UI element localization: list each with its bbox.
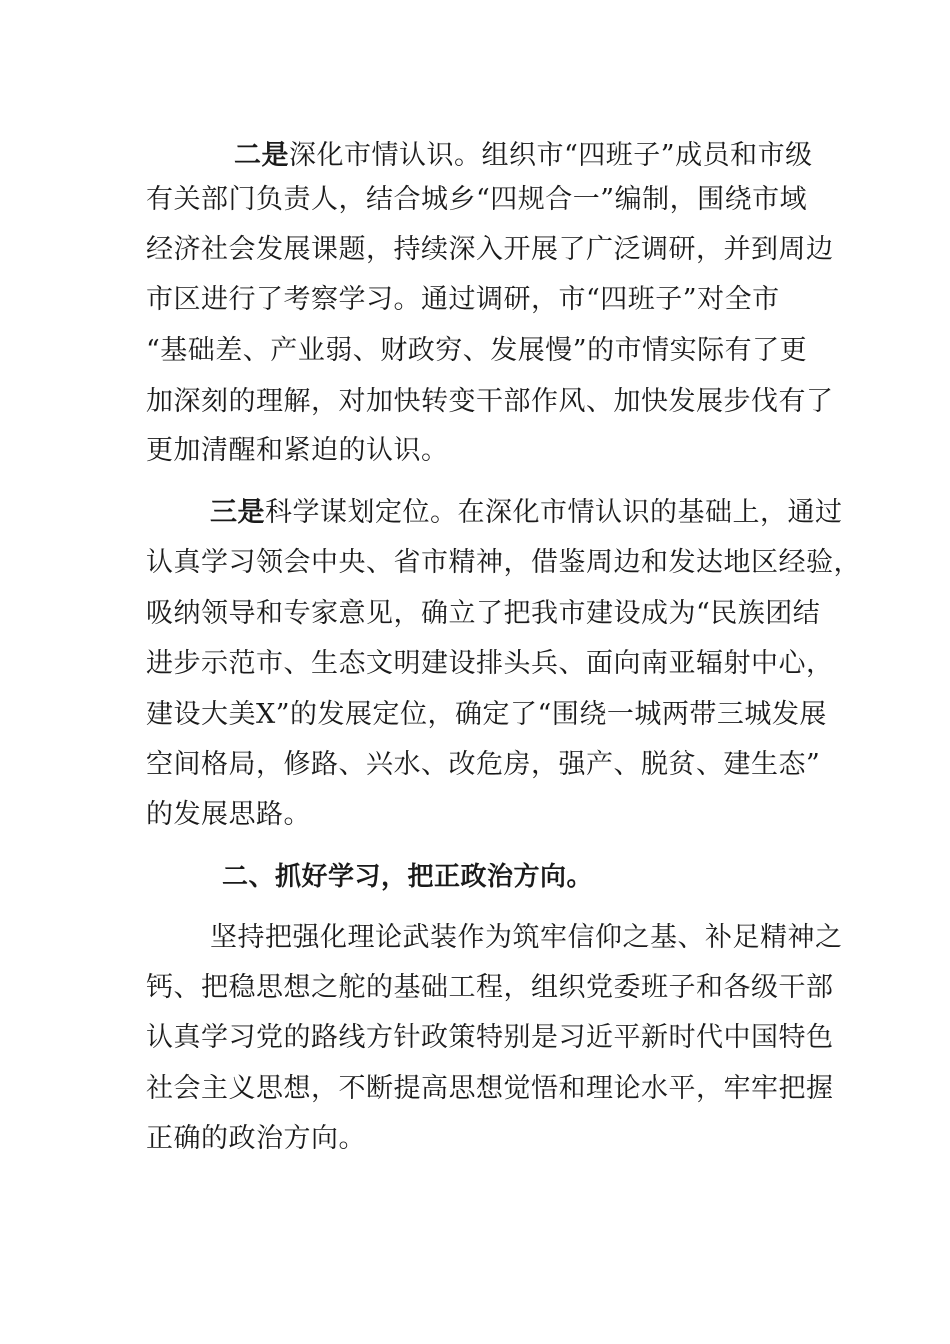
paragraph-2-line-5: 建设大美X”的发展定位，确定了“围绕一城两带三城发展: [146, 699, 827, 730]
paragraph-1-line-6: 加深刻的理解，对加快转变干部作风、加快发展步伐有了: [146, 386, 834, 417]
paragraph-1-line-2: 有关部门负责人，结合城乡“四规合一”编制，围绕市域: [146, 184, 808, 215]
paragraph-3-line-5: 正确的政治方向。: [146, 1123, 366, 1154]
paragraph-2-lead: 三是: [210, 497, 265, 528]
paragraph-1-line-7: 更加清醒和紧迫的认识。: [146, 435, 449, 466]
section-heading: 二、抓好学习，把正政治方向。: [222, 862, 594, 892]
paragraph-1-line-3: 经济社会发展课题，持续深入开展了广泛调研，并到周边: [146, 234, 834, 265]
paragraph-1-text: 深化市情认识。组织市“四班子”成员和市级: [289, 140, 813, 171]
paragraph-2-line-2: 认真学习领会中央、省市精神，借鉴周边和发达地区经验，: [146, 547, 861, 578]
paragraph-3-line-1: 坚持把强化理论武装作为筑牢信仰之基、补足精神之: [210, 922, 843, 953]
paragraph-3-line-4: 社会主义思想，不断提高思想觉悟和理论水平，牢牢把握: [146, 1073, 834, 1104]
paragraph-1-line-1: [234, 138, 813, 174]
paragraph-1-line-4: 市区进行了考察学习。通过调研，市“四班子”对全市: [146, 284, 780, 315]
paragraph-2-line-7: 的发展思路。: [146, 799, 311, 830]
paragraph-2-line-6: 空间格局，修路、兴水、改危房，强产、脱贫、建生态”: [146, 749, 821, 780]
paragraph-2-text: 科学谋划定位。在深化市情认识的基础上，通过: [265, 497, 843, 528]
paragraph-2-line-1: [210, 495, 843, 531]
paragraph-1-lead: 二是: [234, 140, 289, 171]
paragraph-1-line-5: “基础差、产业弱、财政穷、发展慢”的市情实际有了更: [146, 335, 808, 366]
paragraph-2-line-3: 吸纳领导和专家意见，确立了把我市建设成为“民族团结: [146, 598, 821, 629]
paragraph-2-line-4: 进步示范市、生态文明建设排头兵、面向南亚辐射中心，: [146, 648, 834, 679]
paragraph-3-line-3: 认真学习党的路线方针政策特别是习近平新时代中国特色: [146, 1022, 834, 1053]
paragraph-3-line-2: 钙、把稳思想之舵的基础工程，组织党委班子和各级干部: [146, 972, 834, 1003]
